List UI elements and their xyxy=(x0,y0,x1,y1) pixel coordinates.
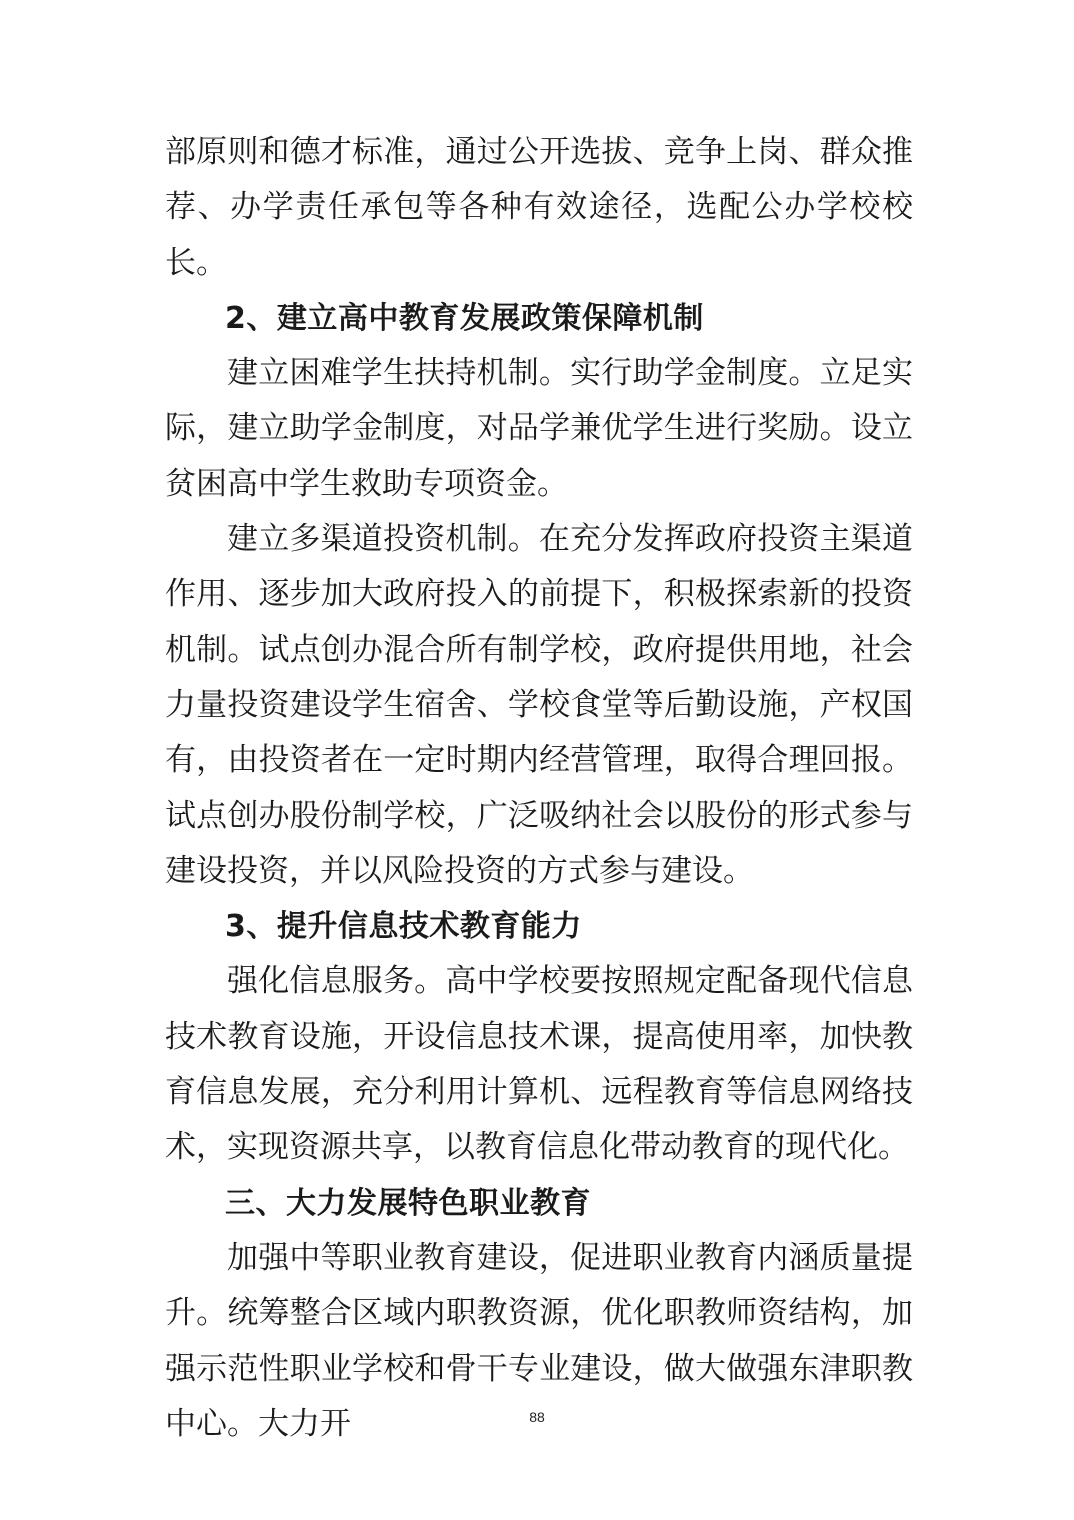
paragraph-vocational: 加强中等职业教育建设，促进职业教育内涵质量提升。统筹整合区域内职教资源，优化职教师资结构，加强示范性职业学校和骨干专业建设，做大做强东津职教中心。大力开 xyxy=(165,1239,913,1442)
section-heading-3: 三、大力发展特色职业教育 xyxy=(225,1185,591,1221)
paragraph-investment: 建立多渠道投资机制。在充分发挥政府投资主渠道作用、逐步加大政府投入的前提下，积极探索新的投资机制。试点创办混合所有制学校，政府提供用地，社会力量投资建设学生宿舍、学校食堂等后勤设施，产权国有，由投资者在一定时期内经营管理，取得合理回报。试点创办股份制学校，广泛吸纳社会以股份的形式参与建设投资，并以风险投资的方式参与建设。 xyxy=(165,521,913,889)
paragraph-continued: 部原则和德才标准，通过公开选拔、竞争上岗、群众推荐、办学责任承包等各种有效途径，选配公办学校校长。 xyxy=(165,134,913,281)
paragraph-it-education: 强化信息服务。高中学校要按照规定配备现代信息技术教育设施，开设信息技术课，提高使用率，加快教育信息发展，充分利用计算机、远程教育等信息网络技术，实现资源共享，以教育信息化带动教育的现代化。 xyxy=(165,963,913,1166)
subheading-3: 3、提升信息技术教育能力 xyxy=(225,909,582,945)
body-text xyxy=(165,125,913,1452)
paragraph-student-aid: 建立困难学生扶持机制。实行助学金制度。立足实际，建立助学金制度，对品学兼优学生进行奖励。设立贫困高中学生救助专项资金。 xyxy=(165,355,913,502)
subheading-2: 2、建立高中教育发展政策保障机制 xyxy=(225,300,704,336)
page-number: 88 xyxy=(529,1409,545,1425)
